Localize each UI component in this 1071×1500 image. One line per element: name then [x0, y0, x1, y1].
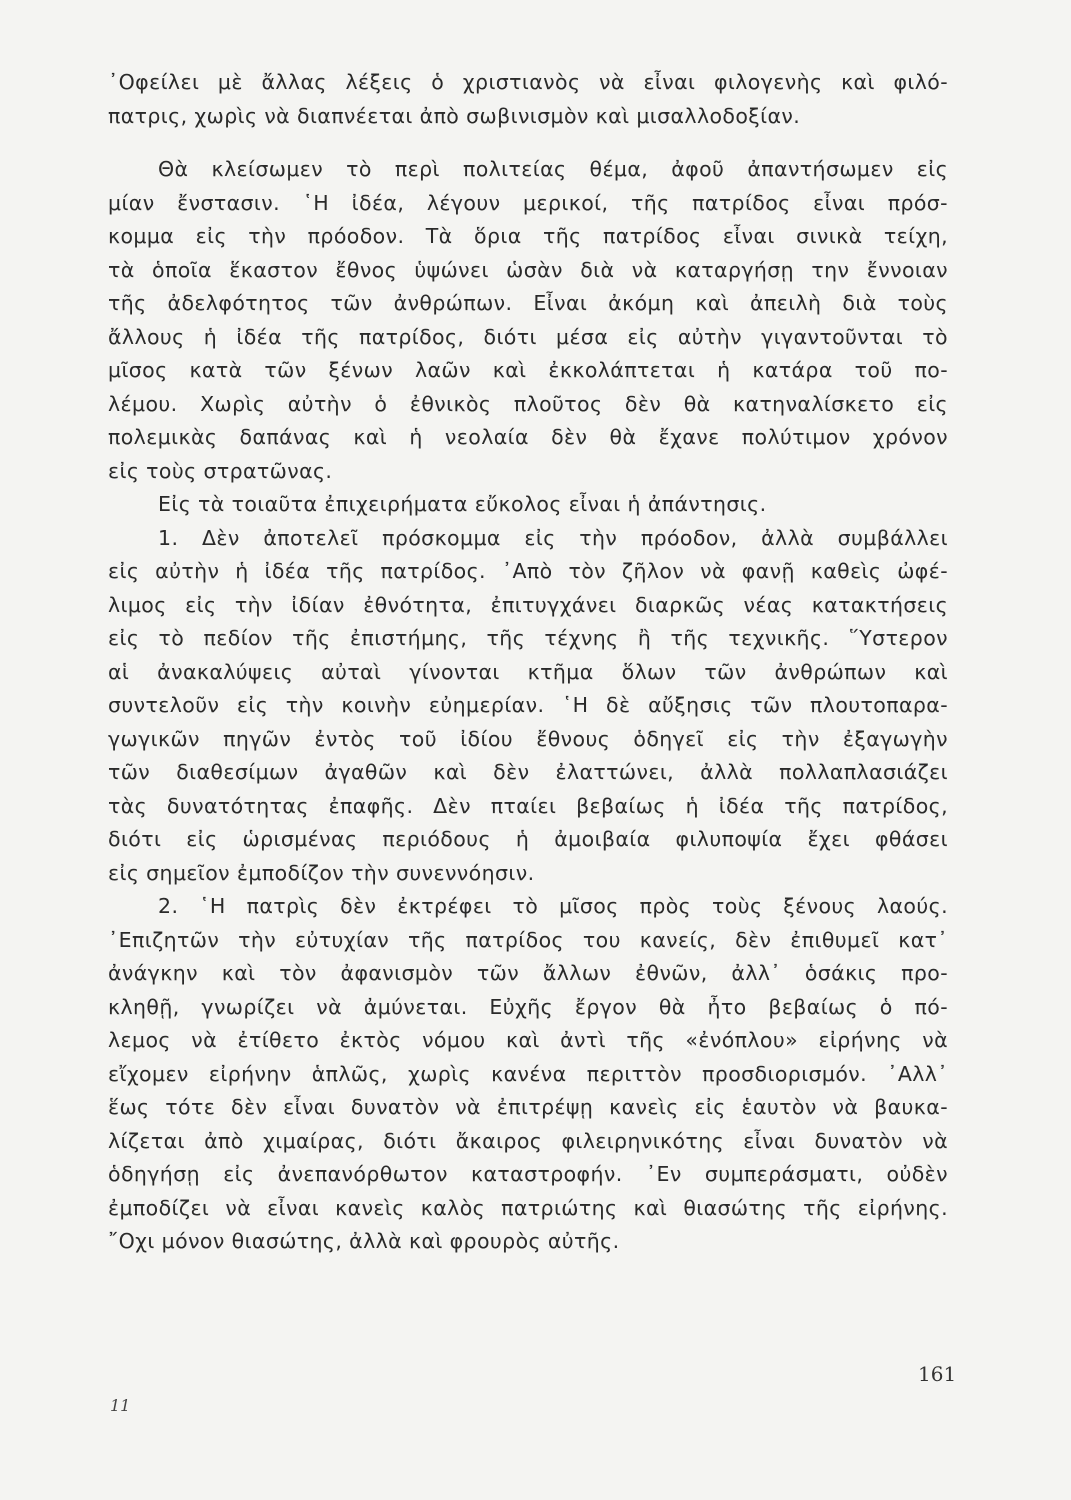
page-number: 161 [918, 1362, 957, 1386]
text-line: μίαν ἔνστασιν. ῾Η ἰδέα, λέγουν μερικοί, τῆς πατρίδος εἶναι πρόσ- [108, 190, 948, 215]
text-line: εἰς αὐτὴν ἡ ἰδέα τῆς πατρίδος. ᾿Απὸ τὸν ζῆλον νὰ φανῇ καθεὶς ὠφέ- [108, 559, 948, 583]
text-line: γωγικῶν πηγῶν ἐντὸς τοῦ ἰδίου ἔθνους ὁδηγεῖ εἰς τὴν ἐξαγωγὴν [108, 726, 948, 751]
text-line: πολεμικὰς δαπάνας καὶ ἡ νεολαία δὲν θὰ ἔχανε πολύτιμον χρόνον [108, 425, 948, 449]
text-line: 2. ῾Η πατρὶς δὲν ἐκτρέφει τὸ μῖσος πρὸς τοὺς ξένους λαούς. [158, 894, 948, 918]
body-text [108, 66, 948, 1259]
text-line: Θὰ κλείσωμεν τὸ περὶ πολιτείας θέμα, ἀφοῦ ἀπαντήσωμεν εἰς [158, 157, 948, 181]
text-line: λίζεται ἀπὸ χιμαίρας, διότι ἄκαιρος φιλειρηνικότης εἶναι δυνατὸν νὰ [108, 1128, 948, 1153]
text-line: 1. Δὲν ἀποτελεῖ πρόσκομμα εἰς τὴν πρόοδον, ἀλλὰ συμβάλλει [158, 525, 948, 550]
text-line: μῖσος κατὰ τῶν ξένων λαῶν καὶ ἐκκολάπτεται ἡ κατάρα τοῦ πο- [108, 358, 948, 382]
text-line: πατρις, χωρὶς νὰ διαπνέεται ἀπὸ σωβινισμὸν καὶ μισαλλοδοξίαν. [108, 103, 801, 128]
text-line: ὁδηγήσῃ εἰς ἀνεπανόρθωτον καταστροφήν. ᾿Εν συμπεράσματι, οὐδὲν [108, 1162, 948, 1186]
text-line: λέμου. Χωρὶς αὐτὴν ὁ ἐθνικὸς πλοῦτος δὲν θὰ κατηναλίσκετο εἰς [108, 391, 948, 416]
text-line: συντελοῦν εἰς τὴν κοινὴν εὐημερίαν. ῾Η δὲ αὔξησις τῶν πλουτοπαρα- [108, 693, 948, 717]
paragraph-gap [108, 133, 948, 153]
paragraph [108, 66, 948, 133]
text-line: ᾿Οφείλει μὲ ἄλλας λέξεις ὁ χριστιανὸς νὰ εἶναι φιλογενὴς καὶ φιλό- [108, 70, 948, 94]
paragraph [108, 153, 948, 488]
text-line: λιμος εἰς τὴν ἰδίαν ἐθνότητα, ἐπιτυγχάνει διαρκῶς νέας κατακτήσεις [108, 592, 948, 617]
text-line: διότι εἰς ὡρισμένας περιόδους ἡ ἀμοιβαία φιλυποψία ἔχει φθάσει [108, 827, 948, 851]
text-line: ᾿Επιζητῶν τὴν εὐτυχίαν τῆς πατρίδος του κανείς, δὲν ἐπιθυμεῖ κατ᾿ [108, 927, 948, 952]
signature-mark: 11 [110, 1396, 131, 1415]
text-line: ἄλλους ἡ ἰδέα τῆς πατρίδος, διότι μέσα εἰς αὐτὴν γιγαντοῦνται τὸ [108, 324, 948, 349]
text-line: τὰς δυνατότητας ἐπαφῆς. Δὲν πταίει βεβαίως ἡ ἰδέα τῆς πατρίδος, [108, 793, 948, 818]
text-line: ἀνάγκην καὶ τὸν ἀφανισμὸν τῶν ἄλλων ἐθνῶν, ἀλλ᾿ ὁσάκις προ- [108, 961, 948, 985]
text-line: κομμα εἰς τὴν πρόοδον. Τὰ ὅρια τῆς πατρίδος εἶναι σινικὰ τείχη, [108, 224, 948, 248]
text-line: λεμος νὰ ἐτίθετο ἐκτὸς νόμου καὶ ἀντὶ τῆς «ἐνόπλου» εἰρήνης νὰ [108, 1028, 948, 1052]
text-line: ῎Οχι μόνον θιασώτης, ἀλλὰ καὶ φρουρὸς αὐτῆς. [108, 1229, 620, 1253]
text-line: ἕως τότε δὲν εἶναι δυνατὸν νὰ ἐπιτρέψῃ κανεὶς εἰς ἑαυτὸν νὰ βαυκα- [108, 1095, 948, 1119]
text-line: Εἰς τὰ τοιαῦτα ἐπιχειρήματα εὔκολος εἶναι ἡ ἀπάντησις. [158, 492, 767, 516]
text-line: κληθῇ, γνωρίζει νὰ ἀμύνεται. Εὐχῆς ἔργον θὰ ἦτο βεβαίως ὁ πό- [108, 994, 948, 1019]
text-line: εἰς τοὺς στρατῶνας. [108, 458, 333, 483]
text-line: τῶν διαθεσίμων ἀγαθῶν καὶ δὲν ἐλαττώνει, ἀλλὰ πολλαπλασιάζει [108, 760, 948, 784]
text-line: εἰς σημεῖον ἐμποδίζον τὴν συνεννόησιν. [108, 860, 535, 885]
paragraph [108, 488, 948, 522]
text-line: τῆς ἀδελφότητος τῶν ἀνθρώπων. Εἶναι ἀκόμη καὶ ἀπειλὴ διὰ τοὺς [108, 291, 948, 315]
text-line: εἴχομεν εἰρήνην ἁπλῶς, χωρὶς κανένα περιττὸν προσδιορισμόν. ᾿Αλλ᾿ [108, 1061, 948, 1086]
text-line: τὰ ὁποῖα ἕκαστον ἔθνος ὑψώνει ὡσὰν διὰ νὰ καταργήσῃ την ἔννοιαν [108, 257, 948, 282]
paragraph [108, 890, 948, 1259]
text-line: αἱ ἀνακαλύψεις αὐταὶ γίνονται κτῆμα ὅλων τῶν ἀνθρώπων καὶ [108, 659, 948, 684]
text-line: ἐμποδίζει νὰ εἶναι κανεὶς καλὸς πατριώτης καὶ θιασώτης τῆς εἰρήνης. [108, 1195, 948, 1220]
paragraph [108, 522, 948, 891]
text-line: εἰς τὸ πεδίον τῆς ἐπιστήμης, τῆς τέχνης ἢ τῆς τεχνικῆς. ῞Υστερον [108, 626, 948, 650]
